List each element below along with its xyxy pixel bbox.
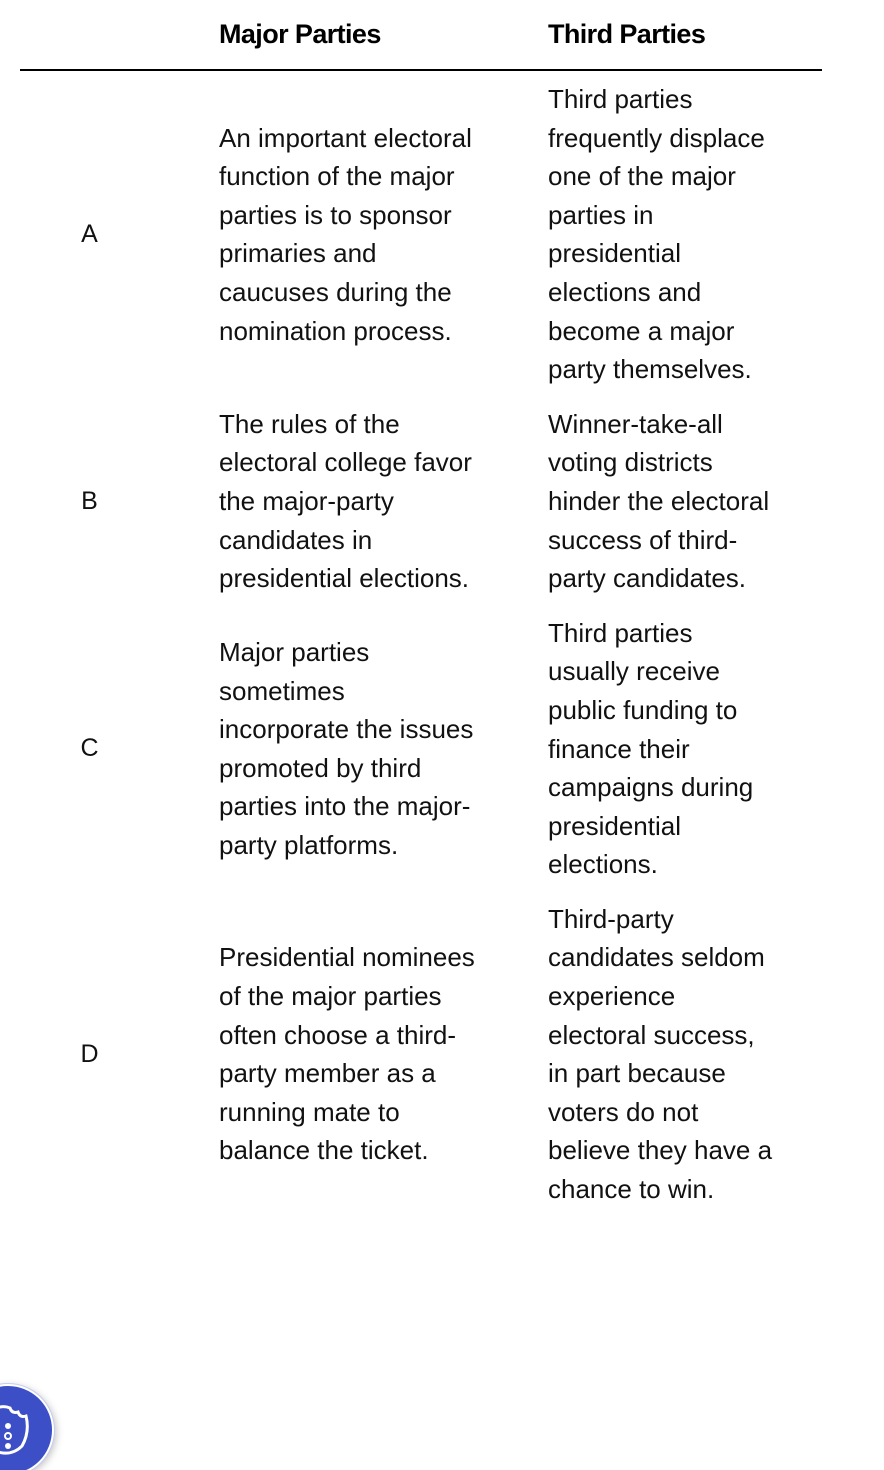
table-row [20, 892, 822, 1217]
row-label: B [81, 486, 98, 515]
header-label [20, 0, 219, 70]
comparison-table [20, 0, 822, 1217]
cookie-icon [0, 1402, 36, 1458]
major-party-cell: An important electoral function of the major parties is to sponsor primaries and caucuses during the nomination process. [219, 122, 472, 346]
third-party-cell: Third parties usually receive public funding to finance their campaigns during presidential elections. [548, 617, 754, 880]
header-major-parties: Major Parties [219, 0, 548, 70]
third-party-cell: Third parties frequently displace one of the major parties in presidential elections and become a major party themselves. [548, 84, 765, 385]
row-label: C [80, 734, 99, 763]
table-row [20, 70, 822, 397]
third-party-cell: Winner-take-all voting districts hinder the electoral success of third-party candidates. [548, 408, 770, 594]
major-party-cell: Presidential nominees of the major parties often choose a third-party member as a running mate to balance the ticket. [219, 942, 475, 1166]
header-third-parties: Third Parties [548, 0, 822, 70]
third-party-cell: Third-party candidates seldom experience electoral success, in part because voters do not believe they have a chance to win. [548, 903, 773, 1205]
row-label: A [81, 219, 98, 248]
major-party-cell: The rules of the electoral college favor the major-party candidates in presidential elections. [219, 408, 472, 594]
table-row [20, 606, 822, 892]
row-label: D [80, 1039, 99, 1068]
table-header-row [20, 0, 822, 70]
major-party-cell: Major parties sometimes incorporate the issues promoted by third parties into the major-party platforms. [219, 637, 474, 860]
cookie-settings-button[interactable] [0, 1384, 54, 1470]
table-row [20, 397, 822, 606]
